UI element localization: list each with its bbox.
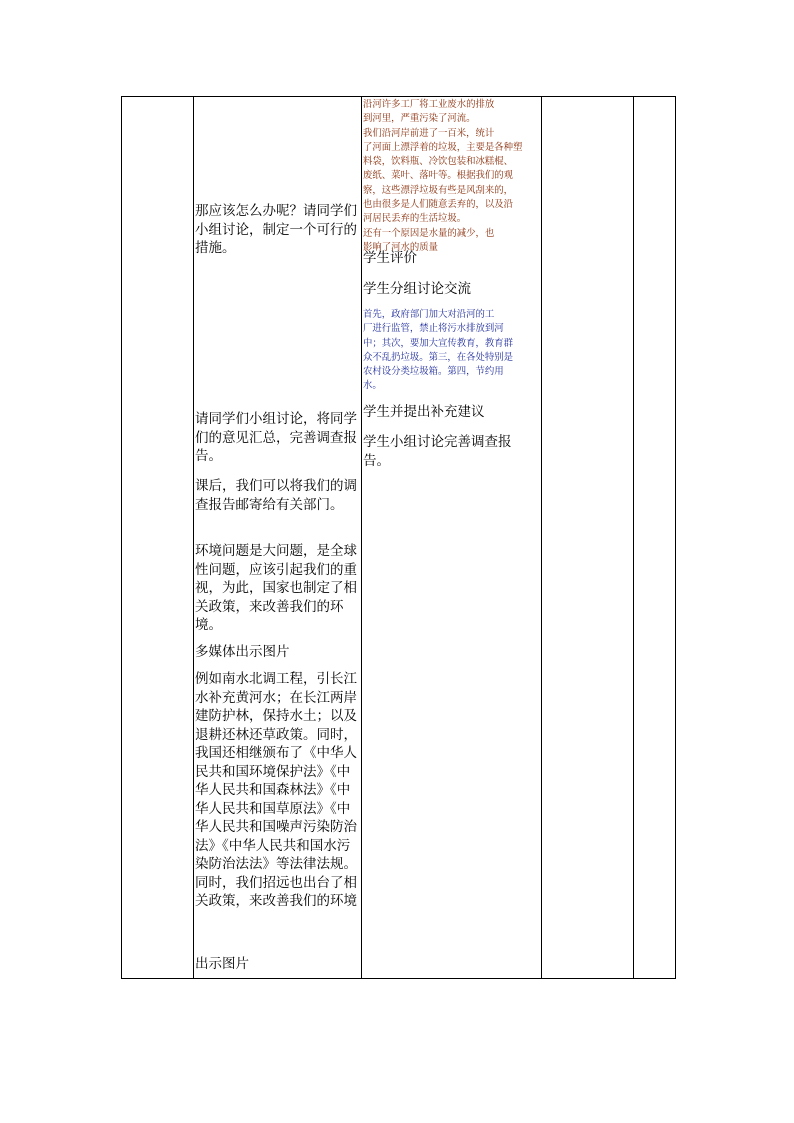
empty-cell <box>542 97 632 978</box>
teacher-paragraph: 课后，我们可以将我们的调查报告邮寄给有关部门。 <box>195 478 357 513</box>
teacher-paragraph: 请同学们小组讨论，将同学们的意见汇总，完善调查报告。 <box>195 411 357 464</box>
teacher-paragraph: 环境问题是大问题，是全球性问题，应该引起我们的重视，为此，国家也制定了相关政策，来改善我们的环境。 <box>195 543 357 633</box>
student-activity-cell <box>362 97 541 978</box>
lesson-table <box>121 96 676 979</box>
student-report: 学生小组讨论完善调查报 告。 <box>363 434 512 469</box>
investigation-text: 沿河许多工厂将工业废水的排放 到河里，严重污染了河流。 我们沿河岸前进了一百米，统计 了河面上漂浮着的垃圾，主要是各种塑 料袋，饮料瓶、冷饮包装和冰糕棍、 废纸、菜叶、落叶等。根据我们的观 察，这些漂浮垃圾有些是风刮来的， 也由很多是人们随意丢弃的，以及沿 河居民丢弃的生活垃圾。 还有一个原因是水量的减少，也 影响了河水的质量 <box>363 99 523 253</box>
teacher-paragraph: 出示图片 <box>195 956 249 972</box>
measures-text: 首先，政府部门加大对沿河的工 厂进行监管，禁止将污水排放到河 中；其次，要加大宣传教育，教育群 众不乱扔垃圾。第三，在各处特别是 农村设分类垃圾箱。第四，节约用 水。 <box>363 309 514 392</box>
teacher-paragraph: 多媒体出示图片 <box>195 644 290 660</box>
student-discussion: 学生分组讨论交流 <box>363 281 471 297</box>
empty-cell <box>634 97 675 978</box>
teacher-activity-cell <box>194 97 361 978</box>
student-suggestion: 学生并提出补充建议 <box>363 404 485 420</box>
student-evaluation: 学生评价 <box>363 250 417 266</box>
teacher-paragraph: 那应该怎么办呢？请同学们小组讨论，制定一个可行的措施。 <box>195 203 357 256</box>
empty-cell <box>122 97 192 978</box>
teacher-paragraph: 例如南水北调工程，引长江水补充黄河水；在长江两岸建防护林，保持水土；以及退耕还林还草政策。同时，我国还相继颁布了《中华人民共和国环境保护法》《中华人民共和国森林法》《中华人民共和国草原法》《中华人民共和国噪声污染防治法》《中华人民共和国水污染防治法法》等法律法规。同时，我们招远也出台了相关政策，来改善我们的环境 <box>195 671 357 909</box>
